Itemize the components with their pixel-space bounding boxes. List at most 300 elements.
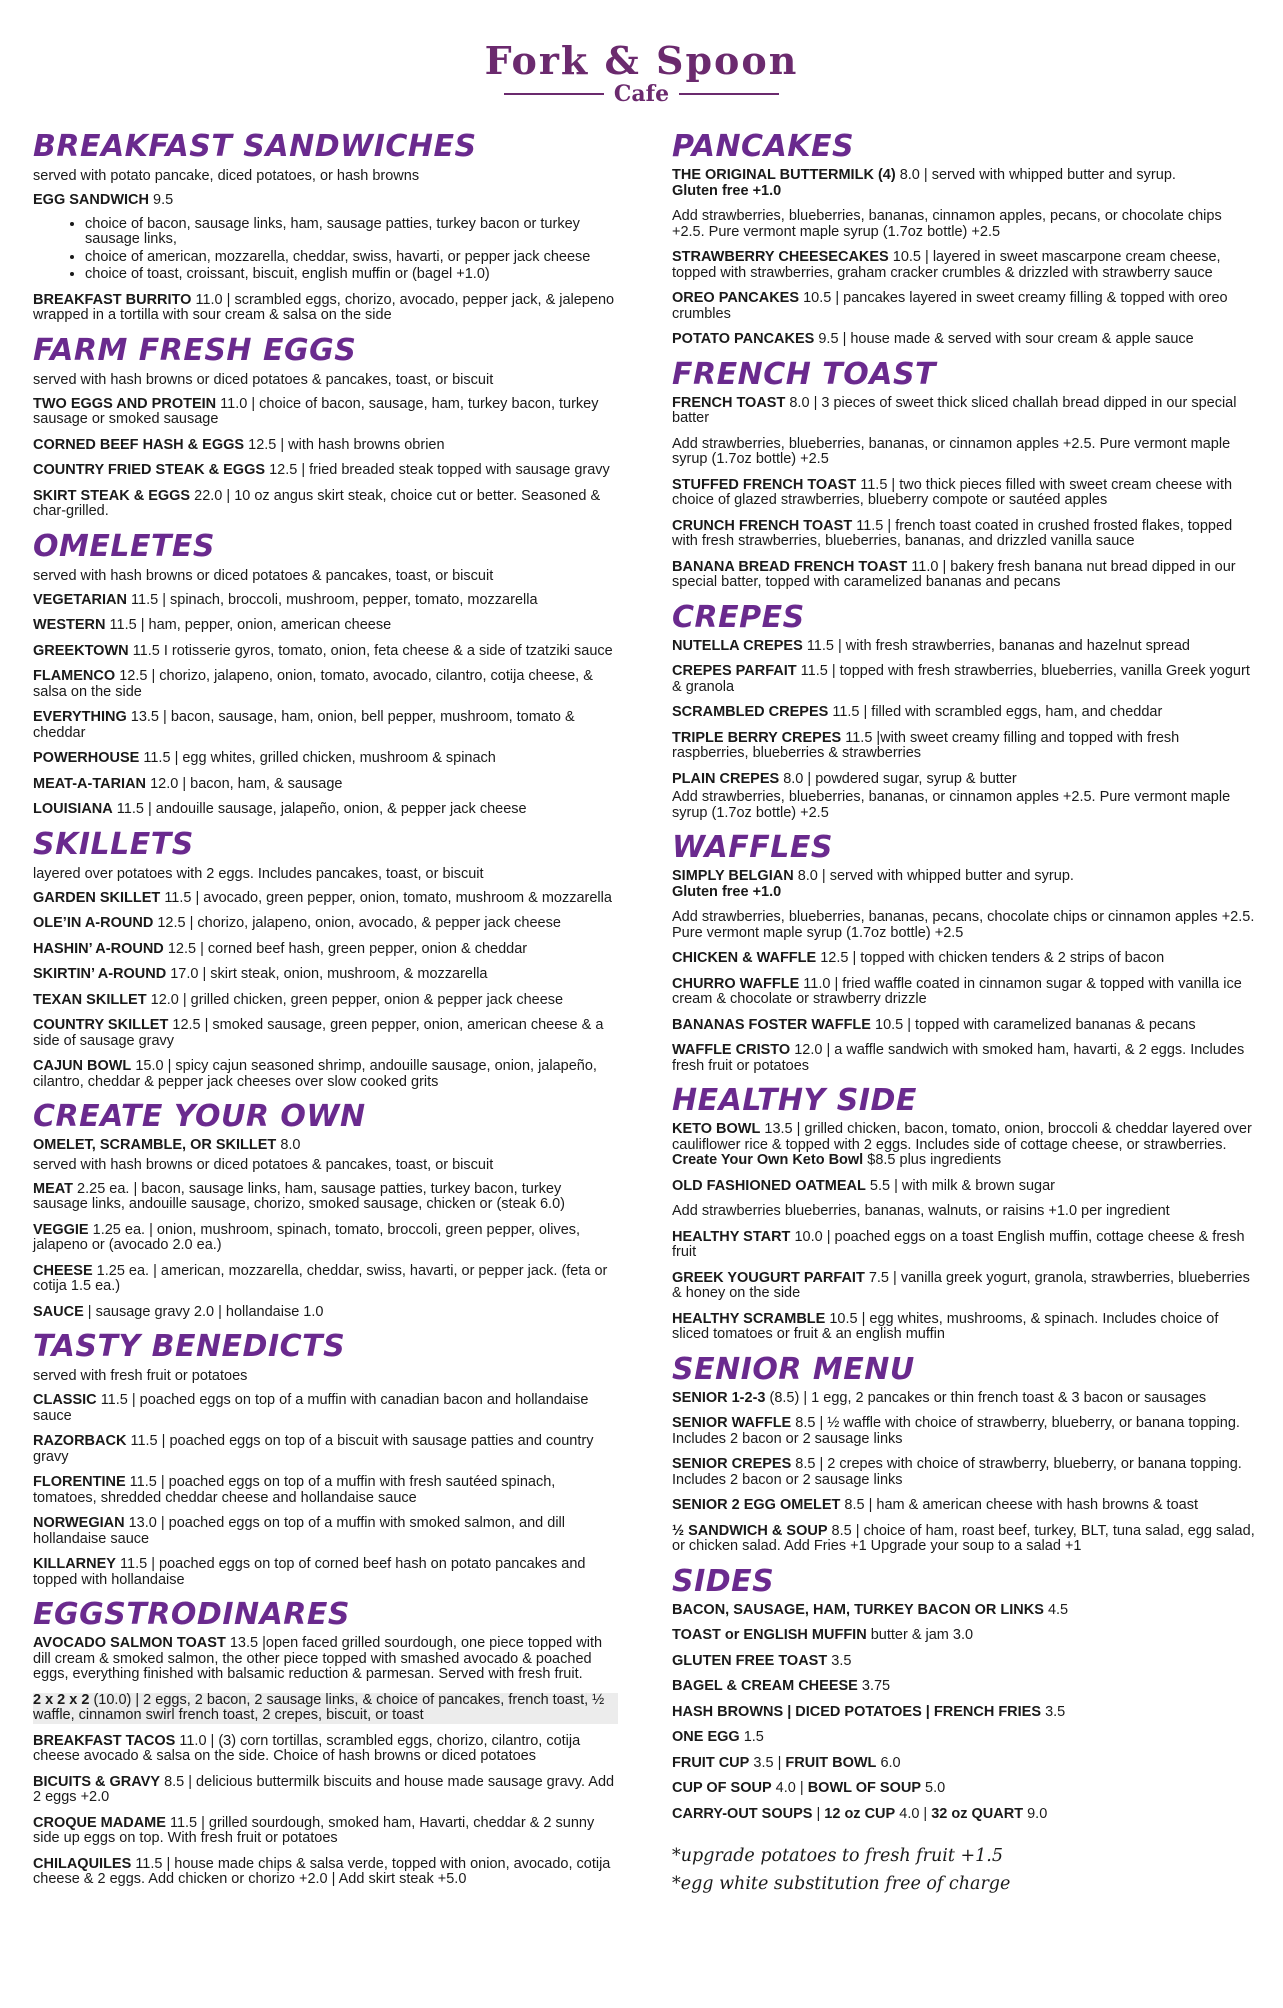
item-price: 11.5	[860, 476, 888, 493]
item-name: BREAKFAST TACOS	[33, 1732, 176, 1749]
item-desc: | 2 crepes with choice of strawberry, blueberry, or banana topping. Includes 2 bacon or 2 sausage links	[672, 1456, 1242, 1488]
section-waffles	[672, 831, 1257, 1074]
item-name: OLE’IN A-ROUND	[33, 915, 154, 931]
menu-item	[33, 669, 618, 700]
section-create-your-own	[33, 1100, 618, 1320]
item-desc: | skirt steak, onion, mushroom, & mozzarella	[202, 966, 488, 982]
item-price: 13.0	[128, 1515, 157, 1531]
item-price: (10.0)	[93, 1691, 132, 1708]
item-desc: | chorizo, jalapeno, onion, avocado, & pepper jack cheese	[189, 915, 561, 931]
section-title: OMELETES	[33, 528, 216, 564]
item-price: 12.5	[172, 1017, 201, 1033]
menu-item	[33, 967, 618, 983]
menu-item	[33, 1434, 618, 1465]
menu-item	[33, 916, 618, 932]
item-name: BANANA BREAD FRENCH TOAST	[672, 558, 908, 575]
item-name: CARRY-OUT SOUPS	[672, 1805, 813, 1822]
item-price: 11.5	[132, 642, 160, 659]
item-price: 1.5	[743, 1729, 764, 1745]
item-price: 11.0	[220, 395, 248, 412]
item-price: 11.5	[116, 801, 144, 817]
item-desc: | with hash browns obrien	[280, 436, 445, 453]
menu-item	[33, 397, 618, 428]
item-name: COUNTRY SKILLET	[33, 1017, 169, 1033]
item-desc: |	[777, 1754, 782, 1771]
item-price: 9.5	[818, 331, 839, 347]
logo-rule-left	[504, 93, 604, 95]
item-desc: |open faced grilled sourdough, one piece topped with dill cream & smoked salmon, the other piece topped with smashed avocado & poached eggs, everything finished with balsamic reduction & parmesan. Served with fresh fruit.	[33, 1635, 603, 1682]
item-name: NUTELLA CREPES	[672, 637, 803, 654]
item-price: 11.5	[131, 591, 159, 608]
item-price: 13.5	[130, 709, 159, 725]
menu-item	[672, 396, 1257, 427]
section-title: PANCAKES	[672, 129, 855, 164]
menu-item	[672, 1391, 1257, 1407]
item-name: OLD FASHIONED OATMEAL	[672, 1177, 866, 1194]
menu-item	[672, 664, 1257, 695]
item-price: 11.5	[129, 1474, 157, 1490]
item-name: CREPES PARFAIT	[672, 663, 797, 679]
menu-item	[672, 1654, 1257, 1670]
item-desc: | poached eggs on top of a muffin with smoked salmon, and dill hollandaise sauce	[33, 1515, 565, 1547]
item-desc: | sausage gravy 2.0 | hollandaise 1.0	[87, 1303, 324, 1320]
item-desc: | poached eggs on top of corned beef hash on potato pancakes and topped with hollandaise	[33, 1556, 586, 1588]
item-name: TWO EGGS AND PROTEIN	[33, 395, 217, 412]
menu-item	[33, 1475, 618, 1506]
item-option: • choice of bacon, sausage links, ham, sausage patties, turkey bacon or turkey sausage links,	[85, 217, 618, 248]
section-skillets	[33, 828, 618, 1091]
menu-item	[672, 1122, 1257, 1169]
item-name-3: 32 oz QUART	[931, 1805, 1024, 1822]
item-name: BANANAS FOSTER WAFFLE	[672, 1016, 871, 1033]
menu-item	[672, 705, 1257, 721]
item-price: 11.0	[803, 975, 831, 992]
menu-item	[672, 951, 1257, 967]
item-desc: | smoked sausage, green pepper, onion, american cheese & a side of sausage gravy	[33, 1017, 604, 1049]
section-sides	[672, 1565, 1257, 1823]
item-price: 8.0	[280, 1137, 301, 1153]
item-name: BACON, SAUSAGE, HAM, TURKEY BACON OR LINKS	[672, 1601, 1044, 1618]
item-name: MEAT	[33, 1180, 74, 1197]
menu-item	[33, 891, 618, 907]
item-price: 11.5	[130, 1433, 158, 1449]
item-name: CLASSIC	[33, 1392, 97, 1408]
menu-item	[672, 1043, 1257, 1074]
item-desc: | 2 eggs, 2 bacon, 2 sausage links, & choice of pancakes, french toast, ½ waffle, cinnamon swirl french toast, 2 crepes, biscuit, or toast	[33, 1691, 605, 1723]
section-omeletes	[33, 530, 618, 818]
item-price: 22.0	[194, 487, 223, 504]
item-price: 11.5	[845, 729, 873, 746]
item-name: TOAST or ENGLISH MUFFIN	[672, 1627, 867, 1643]
item-price: 3.75	[861, 1678, 891, 1694]
section-breakfast-sandwiches	[33, 130, 618, 324]
item-price: 8.0	[783, 770, 804, 787]
item-desc: | 10 oz angus skirt steak, choice cut or better. Seasoned & char-grilled.	[33, 487, 601, 519]
item-price: 11.5	[120, 1556, 148, 1572]
item-desc: | topped with fresh strawberries, blueberries, vanilla Greek yogurt & granola	[672, 663, 1250, 695]
section-title: CREPES	[672, 599, 805, 635]
right-column	[672, 130, 1257, 1898]
item-name: OREO PANCAKES	[672, 290, 800, 306]
section-note: served with hash browns or diced potatoes & pancakes, toast, or biscuit	[33, 1156, 494, 1173]
item-desc: | with fresh strawberries, bananas and hazelnut spread	[838, 637, 1190, 654]
item-desc: | grilled sourdough, smoked ham, Havarti, cheddar & 2 sunny side up eggs on top. With fresh fruit or potatoes	[33, 1814, 595, 1846]
item-name: VEGETARIAN	[33, 591, 127, 608]
item-price: 8.0	[789, 394, 810, 411]
item-price: 11.5	[806, 637, 834, 654]
item-price: 12.5	[157, 915, 186, 931]
item-desc: | delicious buttermilk biscuits and house made sausage gravy. Add 2 eggs +2.0	[33, 1773, 615, 1805]
item-name: RAZORBACK	[33, 1433, 127, 1449]
item-name: EGG SANDWICH	[33, 192, 149, 208]
item-price: 11.5	[135, 1855, 163, 1872]
item-name: STRAWBERRY CHEESECAKES	[672, 249, 889, 265]
item-name: POTATO PANCAKES	[672, 331, 815, 347]
item-desc: | egg whites, grilled chicken, mushroom & spinach	[174, 750, 496, 766]
item-name: GARDEN SKILLET	[33, 889, 161, 906]
item-price: 12.0	[150, 775, 179, 792]
item-price: 12.0	[150, 991, 179, 1008]
item-price: 11.5	[856, 517, 884, 534]
item-name-2: BOWL OF SOUP	[807, 1780, 922, 1796]
menu-item	[33, 293, 618, 324]
section-title: BREAKFAST SANDWICHES	[33, 129, 477, 164]
item-desc: | two thick pieces filled with sweet cream cheese with choice of glazed strawberries, blueberry compote or sautéed apples	[672, 476, 1233, 508]
item-name: GREEK YOUGURT PARFAIT	[672, 1269, 865, 1286]
item-desc: | a waffle sandwich with smoked ham, havarti, & 2 eggs. Includes fresh fruit or potatoes	[672, 1042, 1245, 1074]
item-price: 12.5	[269, 462, 298, 478]
logo-rule-right	[679, 93, 779, 95]
item-desc: | vanilla greek yogurt, granola, strawberries, blueberries & honey on the side	[672, 1269, 1250, 1301]
menu-item	[672, 1457, 1257, 1488]
section-tasty-benedicts	[33, 1330, 618, 1588]
item-desc: | ham & american cheese with hash browns & toast	[868, 1497, 1198, 1513]
item-name: WESTERN	[33, 617, 106, 633]
menu-item	[672, 168, 1257, 199]
item-price: 11.5	[143, 750, 171, 766]
item-price: 8.5	[795, 1415, 816, 1431]
cafe-logo	[0, 40, 1283, 106]
item-desc: | powdered sugar, syrup & butter	[807, 770, 1017, 787]
item-price: 15.0	[135, 1058, 164, 1074]
item-desc: | with milk & brown sugar	[894, 1177, 1056, 1194]
item-price: 10.5	[892, 249, 921, 265]
item-name: THE ORIGINAL BUTTERMILK (4)	[672, 167, 896, 183]
menu-item	[672, 639, 1257, 655]
menu-item	[672, 1524, 1257, 1555]
section-note: served with potato pancake, diced potatoes, or hash browns	[33, 168, 420, 184]
item-desc: | served with whipped butter and syrup.	[923, 167, 1176, 183]
menu-item	[33, 1516, 618, 1547]
menu-item	[33, 1138, 618, 1154]
menu-item	[672, 291, 1257, 322]
menu-item	[33, 777, 618, 793]
item-desc-2: 4.0 |	[899, 1805, 928, 1822]
item-price: 17.0	[170, 966, 199, 982]
item-name-2: Create Your Own Keto Bowl	[672, 1152, 864, 1168]
item-price: 3.5	[753, 1754, 774, 1771]
menu-item	[33, 802, 618, 818]
item-name: CROQUE MADAME	[33, 1814, 166, 1831]
item-price: 5.5	[869, 1177, 891, 1194]
item-desc: |with sweet creamy filling and topped with fresh raspberries, blueberries & strawberries	[672, 729, 1180, 761]
item-price: 8.0	[899, 167, 920, 183]
item-desc: | ham, pepper, onion, american cheese	[140, 617, 392, 633]
item-price: 10.5	[803, 290, 832, 306]
menu-item	[33, 1393, 618, 1424]
item-desc: Add strawberries, blueberries, bananas, or cinnamon apples +2.5. Pure vermont maple syrup (1.7oz bottle) +2.5	[672, 435, 1231, 467]
item-price: 7.5	[868, 1269, 890, 1286]
item-name: CHILAQUILES	[33, 1855, 132, 1872]
item-desc: | poached eggs on a toast English muffin, cottage cheese & fresh fruit	[672, 1228, 1245, 1260]
item-desc: | corned beef hash, green pepper, onion & cheddar	[200, 940, 528, 957]
item-name: CHEESE	[33, 1262, 93, 1279]
item-desc-2: 5.0	[925, 1780, 946, 1796]
menu-item	[33, 489, 618, 520]
item-desc: | poached eggs on top of a biscuit with sausage patties and country gravy	[33, 1433, 594, 1465]
item-desc: | spinach, broccoli, mushroom, pepper, tomato, mozzarella	[162, 591, 538, 608]
item-name: ONE EGG	[672, 1729, 740, 1745]
item-name: HASHIN’ A-ROUND	[33, 940, 164, 957]
footnote: *upgrade potatoes to fresh fruit +1.5	[672, 1846, 1003, 1866]
item-name: POWERHOUSE	[33, 750, 140, 766]
item-name: SKIRT STEAK & EGGS	[33, 487, 191, 504]
item-desc: | choice of ham, roast beef, turkey, BLT, tuna salad, egg salad, or chicken salad. Add Fries +1 Upgrade your soup to a salad +1	[672, 1522, 1255, 1554]
item-price: 12.0	[794, 1042, 823, 1058]
item-desc: Add strawberries, blueberries, bananas, or cinnamon apples +2.5. Pure vermont maple syrup (1.7oz bottle) +2.5	[672, 789, 1231, 821]
item-desc: | served with whipped butter and syrup.	[821, 868, 1074, 884]
item-desc: | fried waffle coated in cinnamon sugar & topped with vanilla ice cream & chocolate or strawberry drizzle	[672, 975, 1242, 1007]
item-desc: Add strawberries, blueberries, bananas, cinnamon apples, pecans, or chocolate chips +2.5. Pure vermont maple syrup (1.7oz bottle) +2.5	[672, 208, 1222, 240]
item-price: 11.5	[164, 889, 192, 906]
item-desc: | filled with scrambled eggs, ham, and cheddar	[863, 704, 1163, 720]
menu-item	[672, 1807, 1257, 1823]
section-pancakes	[672, 130, 1257, 348]
left-column	[33, 130, 618, 1898]
item-name: ½ SANDWICH & SOUP	[672, 1522, 828, 1539]
item-desc: | french toast coated in crushed frosted flakes, topped with fresh strawberries, blueberries, bananas, and drizzled vanilla sauce	[672, 517, 1233, 549]
item-name: EVERYTHING	[33, 709, 127, 725]
item-name: CORNED BEEF HASH & EGGS	[33, 436, 245, 453]
item-name: NORWEGIAN	[33, 1515, 125, 1531]
item-price: 3.5	[1045, 1703, 1066, 1720]
item-price: 11.5	[100, 1392, 128, 1408]
item-name-2: 12 oz CUP	[824, 1805, 896, 1822]
item-price: 10.0	[794, 1228, 823, 1245]
item-price: 2.25 ea.	[77, 1180, 130, 1197]
item-name: SCRAMBLED CREPES	[672, 704, 829, 720]
item-price: 13.5	[229, 1635, 259, 1651]
item-price: 12.5	[820, 950, 849, 966]
item-price: 11.0	[179, 1732, 207, 1749]
menu-item	[33, 710, 618, 741]
menu-item	[33, 1734, 618, 1765]
item-name: SENIOR 1-2-3	[672, 1389, 766, 1406]
menu-item	[672, 1679, 1257, 1695]
item-name: SKIRTIN’ A-ROUND	[33, 966, 167, 982]
item-name: SIMPLY BELGIAN	[672, 868, 794, 884]
menu-item	[33, 644, 618, 660]
item-name: KETO BOWL	[672, 1121, 761, 1137]
menu-item	[33, 1557, 618, 1588]
section-note: served with fresh fruit or potatoes	[33, 1368, 248, 1384]
section-note: served with hash browns or diced potatoes & pancakes, toast, or biscuit	[33, 567, 494, 584]
menu-item	[672, 1730, 1257, 1746]
item-desc: Add strawberries blueberries, bananas, walnuts, or raisins +1.0 per ingredient	[672, 1203, 1170, 1219]
item-desc-2: $8.5 plus ingredients	[867, 1152, 1002, 1168]
item-name: HEALTHY START	[672, 1228, 791, 1245]
section-title: FARM FRESH EGGS	[33, 332, 357, 368]
item-name: HASH BROWNS | DICED POTATOES | FRENCH FRIES	[672, 1703, 1042, 1720]
item-name: KILLARNEY	[33, 1556, 116, 1572]
item-desc: | (3) corn tortillas, scrambled eggs, chorizo, cilantro, cotija cheese avocado & salsa on the side. Choice of hash browns or diced potatoes	[33, 1732, 581, 1764]
footnotes	[672, 1842, 1257, 1898]
menu-item	[33, 942, 618, 958]
item-price: 11.0	[911, 558, 939, 575]
item-desc-2: 6.0	[880, 1754, 901, 1771]
item-name: SENIOR WAFFLE	[672, 1415, 792, 1431]
item-price: 8.5	[164, 1773, 185, 1790]
item-desc: | poached eggs on top of a muffin with fresh sautéed spinach, tomatoes, shredded cheddar cheese and hollandaise sauce	[33, 1474, 556, 1506]
section-senior-menu	[672, 1353, 1257, 1555]
item-price: 10.5	[829, 1310, 858, 1327]
item-name: WAFFLE CRISTO	[672, 1042, 791, 1058]
item-price: 4.5	[1047, 1601, 1069, 1618]
section-crepes	[672, 601, 1257, 822]
menu-item	[672, 1756, 1257, 1772]
item-price: 8.5	[795, 1456, 816, 1472]
menu-item	[33, 1693, 618, 1724]
menu-item	[33, 593, 618, 609]
item-price: 12.5	[167, 940, 197, 957]
item-price: 11.5	[169, 1814, 198, 1831]
item-options	[33, 217, 618, 283]
menu-item	[672, 790, 1257, 821]
section-french-toast	[672, 358, 1257, 591]
item-name: SAUCE	[33, 1303, 84, 1320]
item-name: PLAIN CREPES	[672, 770, 780, 787]
menu-item	[672, 1498, 1257, 1514]
menu-item	[33, 1775, 618, 1806]
menu-item	[672, 1603, 1257, 1619]
menu-item	[672, 209, 1257, 240]
item-desc: | layered in sweet mascarpone cream cheese, topped with strawberries, graham cracker crumbles & drizzled with strawberry sauce	[672, 249, 1221, 281]
menu-item	[672, 1018, 1257, 1034]
item-desc: | grilled chicken, bacon, tomato, onion, broccoli & cheddar layered over cauliflower rice & topped with 2 eggs. Includes side of cottage cheese, or strawberries.	[672, 1121, 1252, 1153]
menu-item	[33, 751, 618, 767]
item-name: BAGEL & CREAM CHEESE	[672, 1678, 858, 1694]
item-name-2: FRUIT BOWL	[785, 1754, 877, 1771]
item-desc: | chorizo, jalapeno, onion, tomato, avocado, cilantro, cotija cheese, & salsa on the side	[33, 668, 593, 700]
item-price: 9.5	[153, 192, 174, 208]
item-name: SENIOR 2 EGG OMELET	[672, 1497, 841, 1513]
item-name: VEGGIE	[33, 1221, 89, 1238]
section-title: WAFFLES	[672, 830, 833, 865]
item-name: COUNTRY FRIED STEAK & EGGS	[33, 462, 266, 478]
section-eggstrodinares	[33, 1598, 618, 1888]
menu-item	[33, 1223, 618, 1254]
menu-item	[672, 1204, 1257, 1220]
item-name: MEAT-A-TARIAN	[33, 775, 147, 792]
item-price: 11.5	[109, 617, 137, 633]
item-desc: | topped with caramelized bananas & pecans	[907, 1016, 1196, 1033]
menu-item	[672, 1628, 1257, 1644]
item-name: CHICKEN & WAFFLE	[672, 950, 817, 966]
menu-item	[672, 910, 1257, 941]
item-desc: | choice of bacon, sausage, ham, turkey bacon, turkey sausage or smoked sausage	[33, 395, 599, 427]
item-desc: | american, mozzarella, cheddar, swiss, havarti, or pepper jack. (feta or cotija 1.5 ea.)	[33, 1262, 608, 1294]
item-note: Gluten free +1.0	[672, 182, 782, 199]
item-name: FLORENTINE	[33, 1474, 126, 1490]
item-price: 11.0	[195, 291, 223, 308]
item-desc: | house made chips & salsa verde, topped with onion, avocado, cotija cheese & 2 eggs. Add chicken or chorizo +2.0 | Add skirt steak +5.0	[33, 1855, 611, 1887]
menu-item	[33, 1182, 618, 1213]
menu-item	[672, 250, 1257, 281]
item-name: TEXAN SKILLET	[33, 991, 147, 1008]
item-price: 1.25 ea.	[92, 1221, 146, 1238]
item-desc: | poached eggs on top of a muffin with canadian bacon and hollandaise sauce	[33, 1392, 589, 1424]
menu-item	[672, 1312, 1257, 1343]
menu-item	[672, 1230, 1257, 1261]
menu-item	[33, 1059, 618, 1090]
section-healthy-side	[672, 1084, 1257, 1343]
menu-item	[672, 731, 1257, 762]
item-name: STUFFED FRENCH TOAST	[672, 476, 857, 493]
item-desc: I rotisserie gyros, tomato, onion, feta cheese & a side of tzatziki sauce	[163, 642, 613, 659]
item-price: 11.5	[832, 704, 860, 720]
item-price: 8.0	[797, 868, 818, 884]
item-desc: | andouille sausage, jalapeño, onion, & pepper jack cheese	[147, 801, 527, 817]
section-farm-fresh-eggs	[33, 334, 618, 520]
item-desc: butter & jam 3.0	[870, 1627, 974, 1643]
menu-item	[33, 193, 618, 209]
item-name: BREAKFAST BURRITO	[33, 291, 192, 308]
menu-item	[33, 1816, 618, 1847]
item-name: TRIPLE BERRY CREPES	[672, 729, 842, 746]
item-desc: |	[816, 1805, 821, 1822]
section-title: HEALTHY SIDE	[672, 1083, 917, 1118]
item-desc: | topped with chicken tenders & 2 strips of bacon	[852, 950, 1165, 966]
item-desc: | egg whites, mushrooms, & spinach. Includes choice of sliced tomatoes or fruit & an english muffin	[672, 1310, 1219, 1342]
section-title: TASTY BENEDICTS	[33, 1329, 346, 1364]
item-desc: | scrambled eggs, chorizo, avocado, pepper jack, & jalepeno wrapped in a tortilla with sour cream & salsa on the side	[33, 291, 615, 323]
item-desc: | pancakes layered in sweet creamy filling & topped with oreo crumbles	[672, 290, 1228, 322]
item-option: • choice of american, mozzarella, cheddar, swiss, havarti, or pepper jack cheese	[85, 250, 618, 266]
item-desc: | fried breaded steak topped with sausage gravy	[301, 462, 610, 478]
item-option: • choice of toast, croissant, biscuit, english muffin or (bagel +1.0)	[85, 267, 618, 283]
item-price: 3.5	[831, 1652, 852, 1669]
item-price: 13.5	[764, 1121, 793, 1137]
section-title: SENIOR MENU	[672, 1351, 915, 1387]
menu-item	[33, 993, 618, 1009]
item-desc: | spicy cajun seasoned shrimp, andouille sausage, onion, jalapeño, cilantro, cheddar & pepper jack cheeses over slow cooked grits	[33, 1058, 597, 1090]
item-name: CAJUN BOWL	[33, 1058, 132, 1074]
item-desc: | avocado, green pepper, onion, tomato, mushroom & mozzarella	[195, 889, 612, 906]
item-name: BICUITS & GRAVY	[33, 1773, 161, 1790]
menu-item	[672, 977, 1257, 1008]
item-name: 2 x 2 x 2	[33, 1691, 90, 1708]
item-name: HEALTHY SCRAMBLE	[672, 1310, 826, 1327]
item-price: 11.5	[800, 663, 828, 679]
item-desc: | house made & served with sour cream & apple sauce	[842, 331, 1194, 347]
menu-item	[672, 1705, 1257, 1721]
section-note: served with hash browns or diced potatoes & pancakes, toast, or biscuit	[33, 371, 494, 388]
item-desc: | bacon, ham, & sausage	[182, 775, 343, 792]
section-title: SIDES	[672, 1563, 775, 1599]
item-price: 1.25 ea.	[96, 1262, 150, 1279]
item-price: 12.5	[119, 668, 148, 684]
item-desc-3: 9.0	[1027, 1805, 1048, 1822]
